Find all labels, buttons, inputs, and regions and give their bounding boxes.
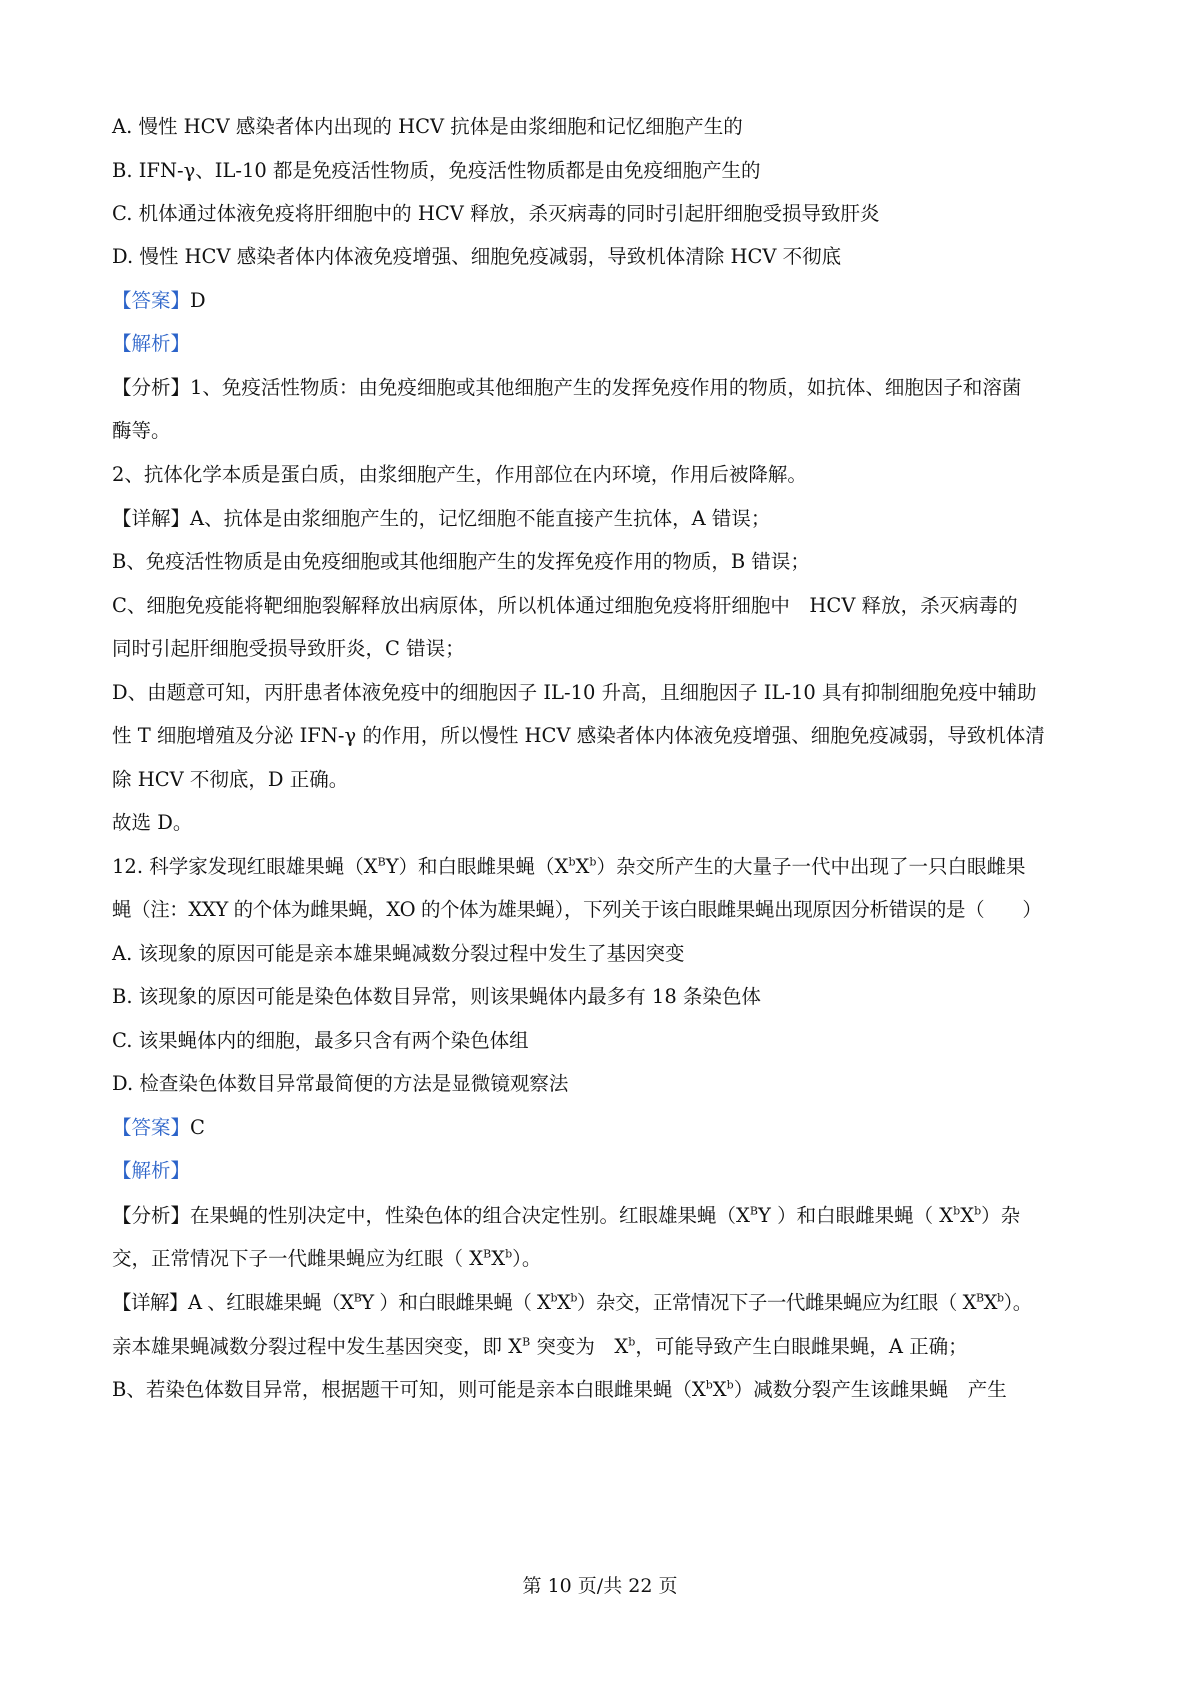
q11-analysis-1b: 酶等。 bbox=[112, 419, 171, 442]
xiangjie-tag: 【详解】 bbox=[112, 507, 191, 530]
answer-value: D bbox=[190, 289, 206, 312]
q11-detail-d1: D、由题意可知，丙肝患者体液免疫中的细胞因子 IL-10 升高，且细胞因子 IL-10 具有抑制细胞免疫中辅助 bbox=[112, 681, 1037, 704]
q12-detail-a1: 【详解】A 、红眼雄果蝇（$X^BY$ ）和白眼雌果蝇（ $X^bX^b$）杂交，正常情况下子一代雌果蝇应为红眼（ $X^BX^b$）。 bbox=[112, 1291, 1032, 1314]
q12-option-b: B. 该现象的原因可能是染色体数目异常，则该果蝇体内最多有 18 条染色体 bbox=[112, 985, 761, 1008]
q12-stem-1: 12. 科学家发现红眼雄果蝇$(X^BY)$和白眼雌果蝇$(X^bX^b)$杂交所产生的大量子一代中出现了一只白眼雌果 bbox=[112, 855, 1026, 878]
fenxi-tag: 【分析】 bbox=[112, 1204, 191, 1227]
q12-analysis-tag: 【解析】 bbox=[112, 1159, 191, 1182]
q11-detail-d2: 性 T 细胞增殖及分泌 IFN-γ 的作用，所以慢性 HCV 感染者体内体液免疫增强、细胞免疫减弱，导致机体清 bbox=[112, 724, 1045, 747]
q12-answer bbox=[112, 1114, 205, 1142]
q11-detail-b: B、免疫活性物质是由免疫细胞或其他细胞产生的发挥免疫作用的物质，B 错误； bbox=[112, 550, 810, 573]
answer-tag: 【答案】 bbox=[112, 289, 191, 312]
q11-conclusion: 故选 D。 bbox=[112, 811, 193, 834]
q12-analysis-1: 【分析】在果蝇的性别决定中，性染色体的组合决定性别。红眼雄果蝇（$X^BY$ ）和白眼雌果蝇（ $X^bX^b$）杂 bbox=[112, 1204, 1021, 1227]
q12-option-d: D. 检查染色体数目异常最简便的方法是显微镜观察法 bbox=[112, 1072, 569, 1095]
q11-option-a: A. 慢性 HCV 感染者体内出现的 HCV 抗体是由浆细胞和记忆细胞产生的 bbox=[112, 115, 743, 138]
q11-analysis-2: 2、抗体化学本质是蛋白质，由浆细胞产生，作用部位在内环境，作用后被降解。 bbox=[112, 463, 807, 486]
q12-option-c: C. 该果蝇体内的细胞，最多只含有两个染色体组 bbox=[112, 1029, 529, 1052]
fenxi-tag: 【分析】 bbox=[112, 376, 191, 399]
q11-detail-a bbox=[112, 505, 770, 533]
q11-detail-c2: 同时引起肝细胞受损导致肝炎，C 错误； bbox=[112, 637, 465, 660]
q12-analysis-2: 交，正常情况下子一代雌果蝇应为红眼（ $X^BX^b$）。 bbox=[112, 1247, 542, 1270]
fenxi-text: 1、免疫活性物质：由免疫细胞或其他细胞产生的发挥免疫作用的物质，如抗体、细胞因子和溶菌 bbox=[190, 376, 1022, 399]
q11-analysis-1 bbox=[112, 374, 1021, 402]
q12-detail-b1: B、若染色体数目异常，根据题干可知，则可能是亲本白眼雌果蝇$(X^bX^b)$减数分裂产生该雌果蝇 产生 bbox=[112, 1378, 1007, 1401]
q11-detail-d3: 除 HCV 不彻底，D 正确。 bbox=[112, 768, 349, 791]
page-number: 第 10 页/共 22 页 bbox=[522, 1575, 678, 1597]
q11-answer bbox=[112, 287, 206, 315]
answer-value: C bbox=[190, 1116, 205, 1139]
q12-detail-a2: 亲本雄果蝇减数分裂过程中发生基因突变，即 $X^B$ 突变为 $X^b$，可能导致产生白眼雌果蝇，A 正确； bbox=[112, 1335, 968, 1358]
xiangjie-tag: 【详解】 bbox=[112, 1291, 189, 1314]
q11-option-b: B. IFN-γ、IL-10 都是免疫活性物质，免疫活性物质都是由免疫细胞产生的 bbox=[112, 159, 761, 182]
q11-option-d: D. 慢性 HCV 感染者体内体液免疫增强、细胞免疫减弱，导致机体清除 HCV 不彻底 bbox=[112, 245, 842, 268]
q11-option-c: C. 机体通过体液免疫将肝细胞中的 HCV 释放，杀灭病毒的同时引起肝细胞受损导致肝炎 bbox=[112, 202, 880, 225]
q11-detail-c1: C、细胞免疫能将靶细胞裂解释放出病原体，所以机体通过细胞免疫将肝细胞中 HCV 释放，杀灭病毒的 bbox=[112, 594, 1018, 617]
q12-stem-2: 蝇（注：XXY 的个体为雌果蝇，XO 的个体为雄果蝇），下列关于该白眼雌果蝇出现原因分析错误的是（ ） bbox=[112, 898, 1042, 921]
q11-analysis-tag: 【解析】 bbox=[112, 332, 191, 355]
detail-text: A、抗体是由浆细胞产生的，记忆细胞不能直接产生抗体，A 错误； bbox=[190, 507, 771, 530]
q12-option-a: A. 该现象的原因可能是亲本雄果蝇减数分裂过程中发生了基因突变 bbox=[112, 942, 685, 965]
answer-tag: 【答案】 bbox=[112, 1116, 191, 1139]
